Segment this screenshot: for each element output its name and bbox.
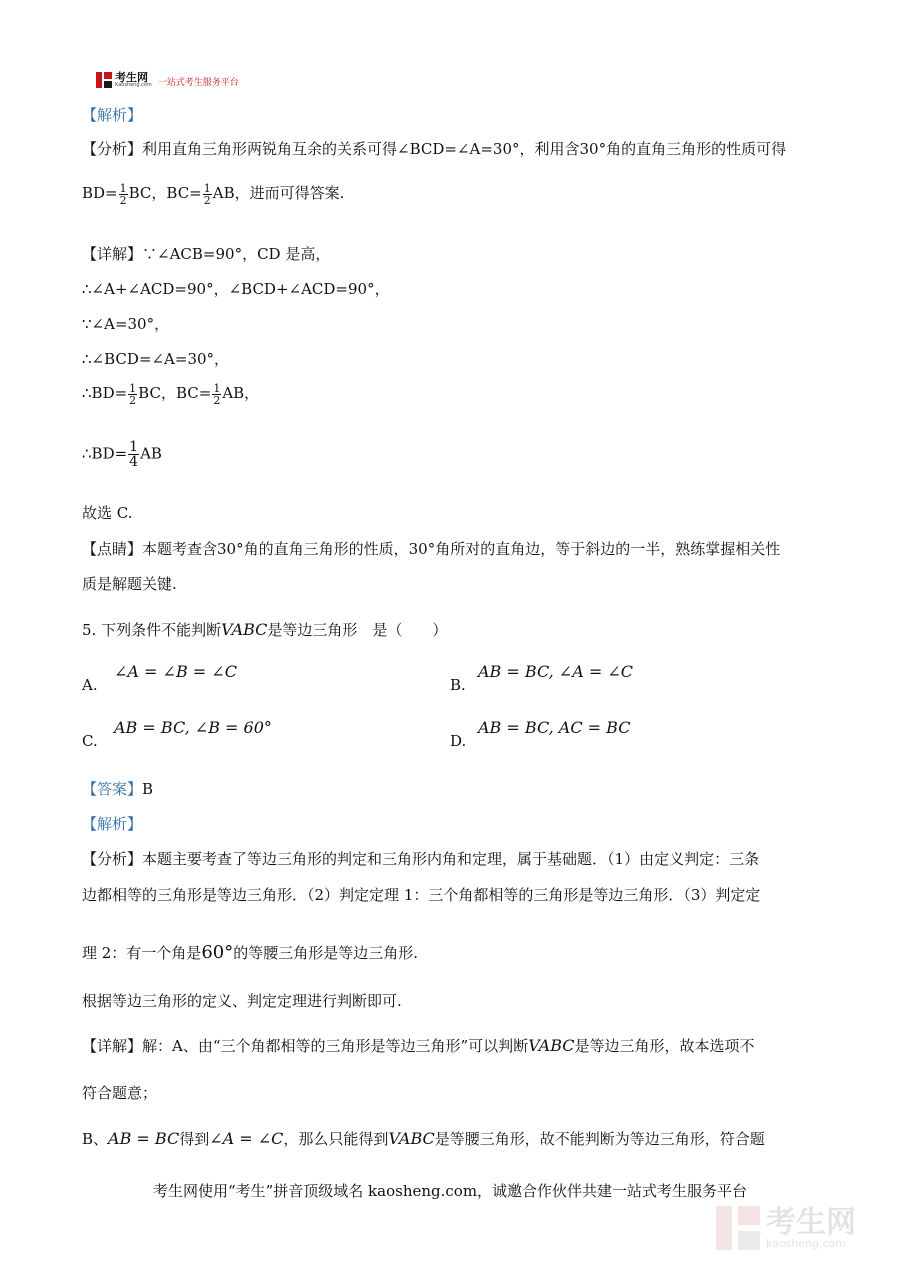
q4-dianjing-line-1 <box>82 538 780 559</box>
math-ab-eq-bc: AB = BC <box>108 1129 180 1148</box>
q4-xiangjie-tag: 【详解】 <box>82 245 143 263</box>
q5-fenxi-text: 本题主要考查了等边三角形的判定和三角形内角和定理，属于基础题．（1）由定义判定：三条 <box>142 850 760 868</box>
q4-step-2: ∴∠A+∠ACD=90°，∠BCD+∠ACD=90°， <box>82 280 390 298</box>
logo-domain: Kaosheng.com <box>115 82 152 88</box>
q4-xiangjie-line-1 <box>82 243 330 264</box>
q5-fenxi-line-2: 边都相等的三角形是等边三角形．（2）判定定理 1：三个角都相等的三角形是等边三角形．（3）判定定 <box>82 886 761 904</box>
angle-60: 60° <box>201 942 234 963</box>
q5-answer <box>82 778 153 799</box>
logo-icon <box>96 72 112 88</box>
watermark-icon <box>716 1206 760 1250</box>
q4-choice: 故选 C. <box>82 504 133 522</box>
text-bd: ∴BD= <box>82 384 128 402</box>
q5-fenxi-line-4: 根据等边三角形的定义、判定定理进行判断即可. <box>82 992 402 1010</box>
q5-stem-text: 5. 下列条件不能判断 <box>82 621 222 639</box>
watermark-logo <box>716 1206 856 1250</box>
q5-xiangjie-tag: 【详解】 <box>82 1037 143 1055</box>
q5-fenxi-tag: 【分析】 <box>82 850 143 868</box>
q5-answer-tag: 【答案】 <box>82 780 143 798</box>
fraction-half: $\frac{1}{2}$ <box>119 181 127 207</box>
q5-xiangjie-line-3 <box>82 1128 765 1149</box>
q5-fenxi-text-end: 的等腰三角形是等边三角形. <box>233 944 418 962</box>
q4-dianjing-line-2: 质是解题关键. <box>82 575 177 593</box>
option-expr: ∠A = ∠B = ∠C <box>114 662 237 681</box>
q5-stem <box>82 619 447 640</box>
text-bc: BC，BC= <box>128 184 202 202</box>
q4-step-6 <box>82 440 162 469</box>
fraction-half: $\frac{1}{2}$ <box>203 181 211 207</box>
watermark-domain: kaosheng.com <box>766 1236 847 1250</box>
site-logo <box>96 72 239 88</box>
q4-fenxi-text: 利用直角三角形两锐角互余的关系可得∠BCD=∠A=30°，利用含30°角的直角三角形的性质可得 <box>142 140 787 158</box>
q5-jiexi-heading: 【解析】 <box>82 815 143 833</box>
q4-jiexi-heading: 【解析】 <box>82 106 143 124</box>
fraction-half: $\frac{1}{2}$ <box>129 381 137 407</box>
q4-step-5 <box>82 382 259 406</box>
text-bd: BD= <box>82 184 118 202</box>
option-label: D. <box>450 732 467 750</box>
q5-fenxi-text: 理 2：有一个角是 <box>82 944 202 962</box>
q4-step-1: ∵∠ACB=90°，CD 是高， <box>142 245 331 263</box>
text-b: B、 <box>82 1130 109 1148</box>
text-ab: AB，进而可得答案. <box>212 184 345 202</box>
q4-step-3: ∵∠A=30°， <box>82 315 170 333</box>
option-label: A. <box>82 676 98 694</box>
q5-fenxi-line-3 <box>82 942 418 963</box>
triangle-abc: VABC <box>528 1036 575 1055</box>
q4-fenxi-tag: 【分析】 <box>82 140 143 158</box>
q4-fenxi-line-1 <box>82 138 786 159</box>
option-expr: AB = BC, AC = BC <box>478 718 631 737</box>
q5-xiangjie-text: 解：A、由“三个角都相等的三角形是等边三角形”可以判断 <box>142 1037 529 1055</box>
q5-answer-value: B <box>142 780 154 798</box>
text-nameo: ，那么只能得到 <box>283 1130 389 1148</box>
q5-xiangjie-line-2: 符合题意； <box>82 1084 158 1102</box>
watermark-name: 考生网 <box>766 1204 856 1240</box>
logo-slogan: 一站式考生服务平台 <box>157 77 239 88</box>
q4-dianjing-tag: 【点睛】 <box>82 540 143 558</box>
text-bd: ∴BD= <box>82 444 128 463</box>
q5-fenxi-line-1 <box>82 848 759 869</box>
page-footer: 考生网使用“考生”拼音顶级域名 kaosheng.com，诚邀合作伙伴共建一站式考生服务平台 <box>152 1182 748 1200</box>
text-bc: BC，BC= <box>138 384 212 402</box>
text-ab: AB， <box>222 384 260 402</box>
triangle-abc: VABC <box>388 1129 435 1148</box>
logo-name: 考生网 <box>115 71 148 84</box>
q4-dianjing-text: 本题考查含30°角的直角三角形的性质，30°角所对的直角边，等于斜边的一半，熟练掌握相关性 <box>142 540 781 558</box>
text-dedao: 得到 <box>179 1130 210 1148</box>
text-conclusion: 是等腰三角形，故不能判断为等边三角形，符合题 <box>434 1130 765 1148</box>
option-label: B. <box>450 676 466 694</box>
fraction-quarter: $\frac{1}{4}$ <box>129 439 139 470</box>
math-angle-a-eq-c: ∠A = ∠C <box>209 1129 284 1148</box>
fraction-half: $\frac{1}{2}$ <box>213 381 221 407</box>
q5-stem-text-end: 是等边三角形 是（ ） <box>267 621 448 639</box>
q5-xiangjie-text-end: 是等边三角形，故本选项不 <box>574 1037 755 1055</box>
text-ab: AB <box>140 444 162 463</box>
option-expr: AB = BC, ∠A = ∠C <box>478 662 633 681</box>
q5-xiangjie-line-1 <box>82 1035 755 1056</box>
q4-step-4: ∴∠BCD=∠A=30°， <box>82 350 230 368</box>
triangle-abc: VABC <box>221 620 268 639</box>
option-expr: AB = BC, ∠B = 60° <box>114 718 272 737</box>
option-label: C. <box>82 732 98 750</box>
q4-fenxi-line-2 <box>82 182 344 206</box>
